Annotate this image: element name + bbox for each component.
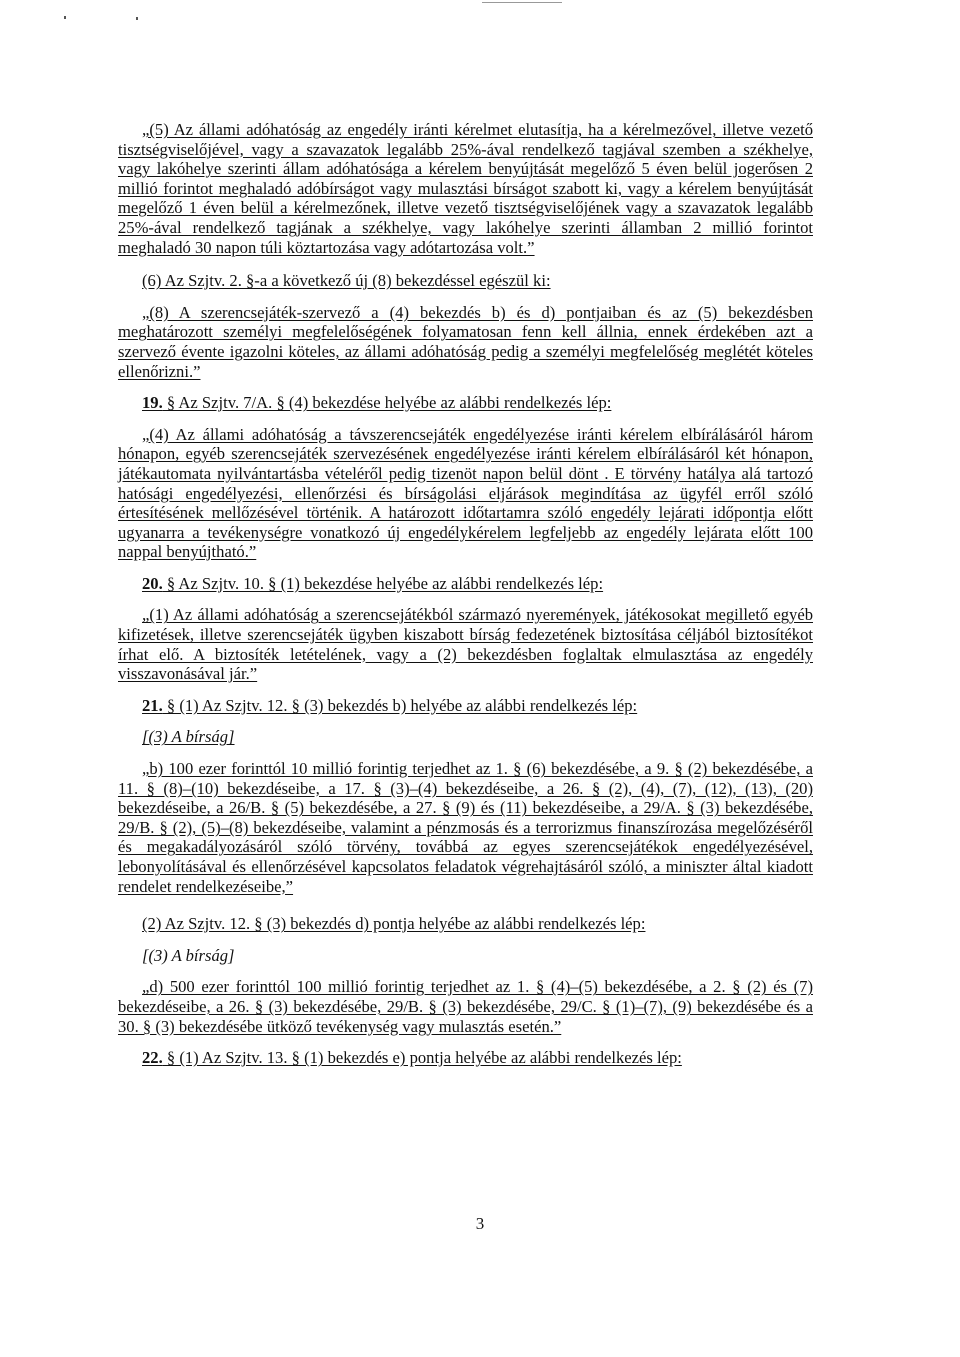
scan-mark [64, 16, 66, 19]
bracket-context: [(3) A bírság] [142, 727, 235, 747]
quote-paragraph: „(8) A szerencsejáték-szervező a (4) bekezdés b) és d) pontjaiban és az (5) bekezdésben meghatározott személyi megfelelőségének folyamatosan fenn kell állnia, ennek érdekében azt a szervező évente igazolni köteles, az állami adóhatóság pedig a személyi megfelelőség meglétét köteles ellenőrizni.” [118, 302, 813, 381]
quote-paragraph: „d) 500 ezer forinttól 100 millió forintig terjedhet az 1. § (4)–(5) bekezdésébe, a 2. § (2) és (7) bekezdéseibe, a 26. § (3) bekezdésébe, 29/B. § (3) bekezdésébe, 29/C. § (1)–(7), (9) bekezdésébe és a 30. § (3) bekezdésébe ütköző tevékenység vagy mulasztás esetén.” [118, 977, 813, 1036]
section-number: 19. [142, 393, 163, 413]
page-number: 3 [475, 1214, 485, 1233]
quote-paragraph: „b) 100 ezer forinttól 10 millió forintig terjedhet az 1. § (6) bekezdésébe, a 9. § (2) bekezdésébe, a 11. § (8)–(10) bekezdéseibe, a 17. § (3)–(4) bekezdéseibe, a 26. § (2), (4), (7), (12), (13), (20) bekezdéseibe, a 26/B. § (5) bekezdésébe, a 27. § (9) és (11) bekezdéseibe, a 29/A. § (3) bekezdésébe, 29/B. § (2), (5)–(8) bekezdéseibe, valamint a pénzmosás és a terrorizmus finanszírozása megelőzéséről és megakadályozásáról szóló törvény, továbbá az egyes szerencsejátékok engedélyezésével, lebonyolításával és ellenőrzésével kapcsolatos feladatok végrehajtásáról szóló, a miniszter által kiadott rendelet rendelkezéseibe,” [118, 759, 813, 896]
bracket-context: [(3) A bírság] [142, 945, 235, 965]
quote-paragraph: „(5) Az állami adóhatóság az engedély iránti kérelmet elutasítja, ha a kérelmezővel, illetve vezető tisztségviselőjével, vagy a szavazatok legalább 25%-ával rendelkező tagjával szemben a székhelye, vagy lakóhelye szerinti állam adóhatósága a kérelem benyújtását megelőző 5 éven belül jogerősen 2 millió forintot meghaladó adóbírságot vagy mulasztási bírságot szabott ki, vagy a kérelem benyújtását megelőző 1 éven belül a kérelmezőnek, illetve vezető tisztségviselőjének vagy a szavazatok legalább 25%-ával rendelkező tagjának a székhelye, vagy lakóhelye szerinti államban 2 millió forintot meghaladó 30 napon túli köztartozása vagy adótartozása volt.” [118, 120, 813, 257]
section-heading [118, 393, 813, 413]
section-heading [118, 696, 813, 716]
section-heading [118, 1048, 813, 1068]
section-heading-text: § (1) Az Szjtv. 12. § (3) bekezdés b) helyébe az alábbi rendelkezés lép: [162, 695, 638, 715]
quote-paragraph: „(4) Az állami adóhatóság a távszerencsejáték engedélyezése iránti kérelem elbírálásáról három hónapon, egyéb szerencsejáték szervezésének engedélyezése iránti kérelem elbírálásáról két hónapon, játékautomata nyilvántartásba vételéről pedig tizenöt napon belül dönt . E törvény hatálya alá tartozó hatósági engedélyezési, ellenőrzési és bírságolási eljárások megindítása az ügyfél erről szóló értesítésének mellőzésével történik. A határozott időtartamra szóló engedély lejárati időpontja előtt ugyanarra a tevékenységre vonatkozó új engedélykérelem legfeljebb az engedély lejárata előtt 100 nappal benyújtható.” [118, 424, 813, 562]
quote-paragraph: „(1) Az állami adóhatóság a szerencsejátékból származó nyeremények, játékosokat megillető egyéb kifizetések, illetve szerencsejáték ügyben kiszabott bírság fedezetének biztosítása céljából biztosítékot írhat elő. A biztosíték letételének, vagy a (2) bekezdésben foglaltak elmulasztása az engedély visszavonásával jár.” [118, 605, 813, 684]
section-number: 21. [142, 695, 163, 715]
section-heading-text: § Az Szjtv. 7/A. § (4) bekezdése helyébe az alábbi rendelkezés lép: [162, 393, 612, 413]
amendment-heading: (2) Az Szjtv. 12. § (3) bekezdés d) pontja helyébe az alábbi rendelkezés lép: [142, 914, 646, 934]
amendment-heading: (6) Az Szjtv. 2. §-a a következő új (8) bekezdéssel egészül ki: [142, 271, 551, 291]
document-page [118, 120, 813, 1068]
section-heading-text: § (1) Az Szjtv. 13. § (1) bekezdés e) pontja helyébe az alábbi rendelkezés lép: [162, 1048, 682, 1068]
section-number: 20. [142, 573, 163, 593]
section-heading [118, 574, 813, 594]
section-heading-text: § Az Szjtv. 10. § (1) bekezdése helyébe az alábbi rendelkezés lép: [162, 573, 604, 593]
scan-mark [136, 17, 138, 20]
scan-line [482, 2, 562, 3]
section-number: 22. [142, 1048, 163, 1068]
